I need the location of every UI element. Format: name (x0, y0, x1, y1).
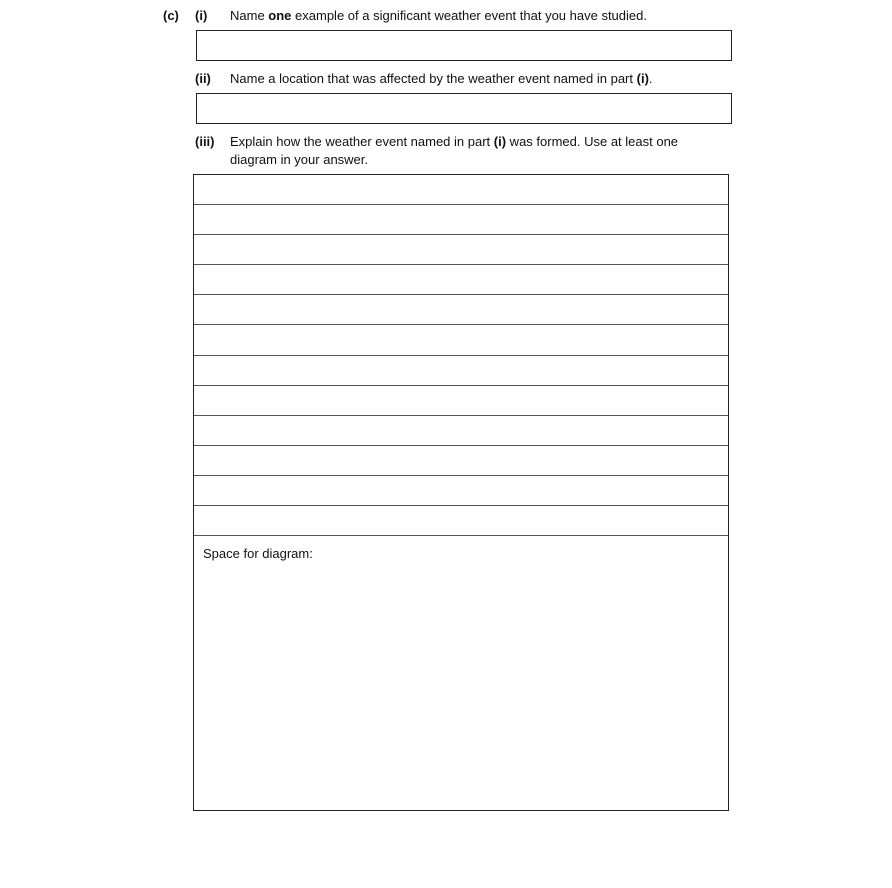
sub-question-iii-text-line2: diagram in your answer. (230, 152, 369, 167)
answer-line[interactable] (194, 386, 728, 416)
sub-question-ii-text-end: . (648, 71, 653, 86)
sub-question-ii-label: (ii) (195, 71, 211, 86)
answer-line[interactable] (194, 175, 728, 205)
answer-line[interactable] (194, 506, 728, 536)
part-label: (c) (163, 8, 179, 23)
sub-question-i-text-start: Name (230, 8, 269, 23)
answer-area-iii[interactable] (193, 174, 729, 811)
answer-line[interactable] (194, 235, 728, 265)
sub-question-iii-emphasis: (i) (493, 134, 507, 149)
answer-line[interactable] (194, 416, 728, 446)
answer-box-ii[interactable] (196, 93, 732, 124)
answer-box-i[interactable] (196, 30, 732, 61)
answer-line[interactable] (194, 326, 728, 356)
sub-question-ii-text (230, 70, 653, 87)
answer-line[interactable] (194, 476, 728, 506)
diagram-space-label: Space for diagram: (203, 546, 313, 561)
answer-line[interactable] (194, 446, 728, 476)
answer-line[interactable] (194, 205, 728, 235)
sub-question-iii-text-end: was formed. Use at least one (506, 134, 679, 149)
sub-question-ii-text-start: Name a location that was affected by the weather event named in part (230, 71, 637, 86)
sub-question-i-emphasis: one (268, 8, 292, 23)
sub-question-i-text-end: example of a significant weather event that you have studied. (291, 8, 647, 23)
sub-question-iii-text (230, 133, 678, 150)
sub-question-i-text (230, 7, 647, 24)
answer-line[interactable] (194, 356, 728, 386)
sub-question-ii-emphasis: (i) (636, 71, 649, 86)
answer-line[interactable] (194, 295, 728, 325)
answer-line[interactable] (194, 265, 728, 295)
sub-question-iii-label: (iii) (195, 134, 215, 149)
sub-question-i-label: (i) (195, 8, 208, 23)
sub-question-iii-text-start: Explain how the weather event named in part (230, 134, 494, 149)
